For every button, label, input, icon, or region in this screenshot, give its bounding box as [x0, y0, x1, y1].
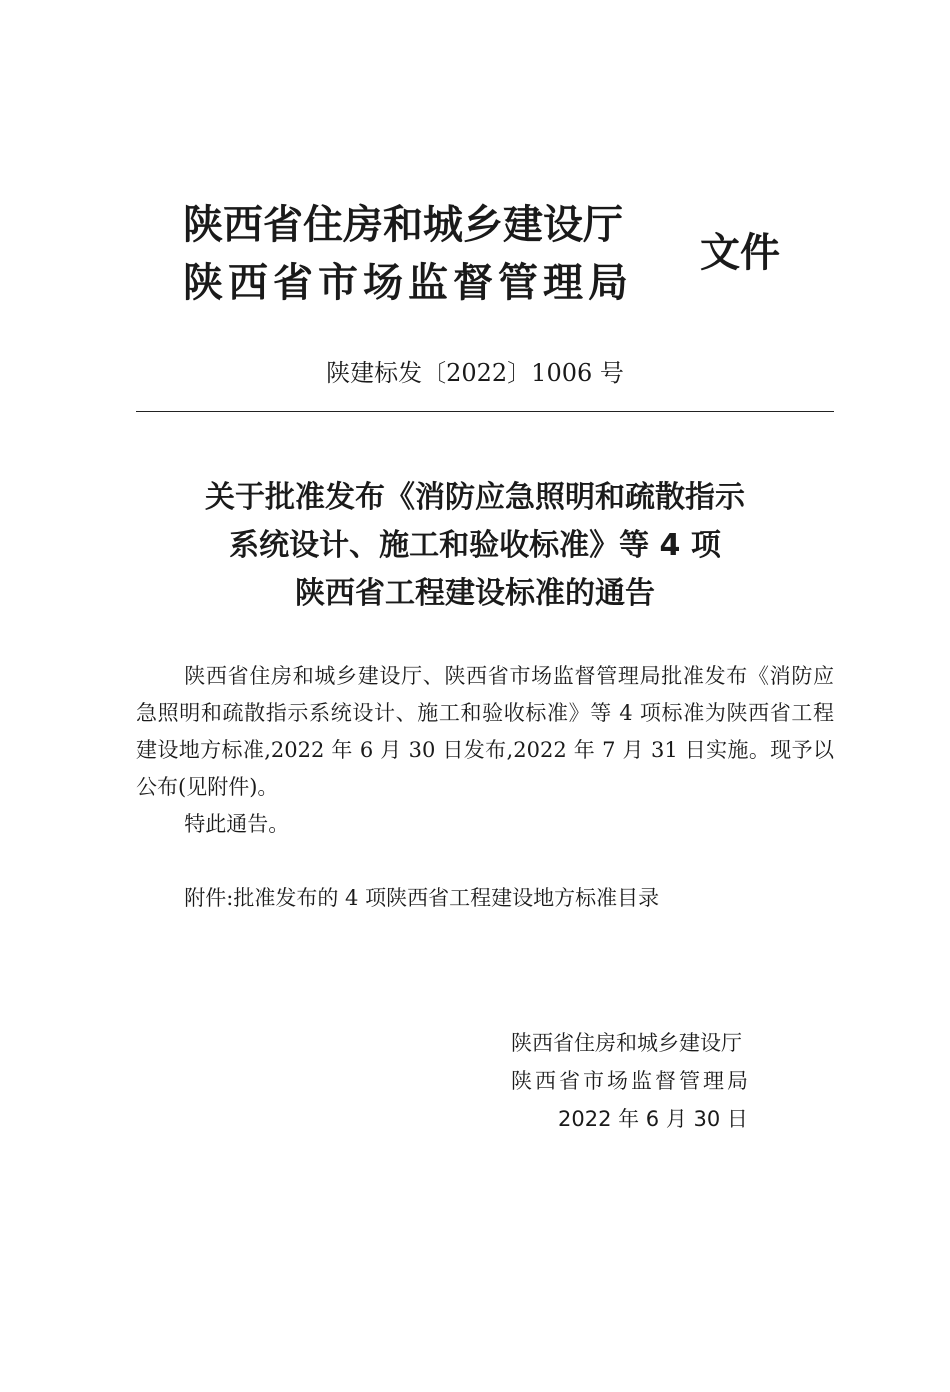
header-issuer-housing-dept: 陕西省住房和城乡建设厅	[183, 202, 623, 248]
document-number: 陕建标发〔2022〕1006 号	[326, 359, 624, 387]
header-issuer-market-bureau: 陕西省市场监督管理局	[183, 260, 633, 306]
signature-block	[511, 1024, 811, 1138]
body-paragraph: 陕西省住房和城乡建设厅、陕西省市场监督管理局批准发布《消防应急照明和疏散指示系统设计、施工和验收标准》等 4 项标准为陕西省工程建设地方标准,2022 年 6 月 30 日发布,2022 年 7 月 31 日实施。现予以公布(见附件)。	[136, 664, 834, 799]
header-doc-type: 文件	[700, 230, 780, 276]
notice-body	[136, 658, 834, 917]
attachment-reference: 附件:批准发布的 4 项陕西省工程建设地方标准目录	[184, 886, 660, 910]
body-closing-notice: 特此通告。	[184, 812, 290, 836]
title-line-3: 陕西省工程建设标准的通告	[295, 576, 655, 611]
signature-issuer-housing-dept: 陕西省住房和城乡建设厅	[511, 1031, 742, 1055]
signature-issuer-market-bureau: 陕西省市场监督管理局	[511, 1069, 751, 1093]
title-line-2: 系统设计、施工和验收标准》等 4 项	[229, 528, 721, 563]
header-issuers	[183, 196, 663, 312]
notice-title	[0, 474, 950, 618]
header-divider	[136, 411, 834, 412]
signature-date: 2022 年 6 月 30 日	[558, 1107, 748, 1131]
title-line-1: 关于批准发布《消防应急照明和疏散指示	[205, 480, 745, 515]
